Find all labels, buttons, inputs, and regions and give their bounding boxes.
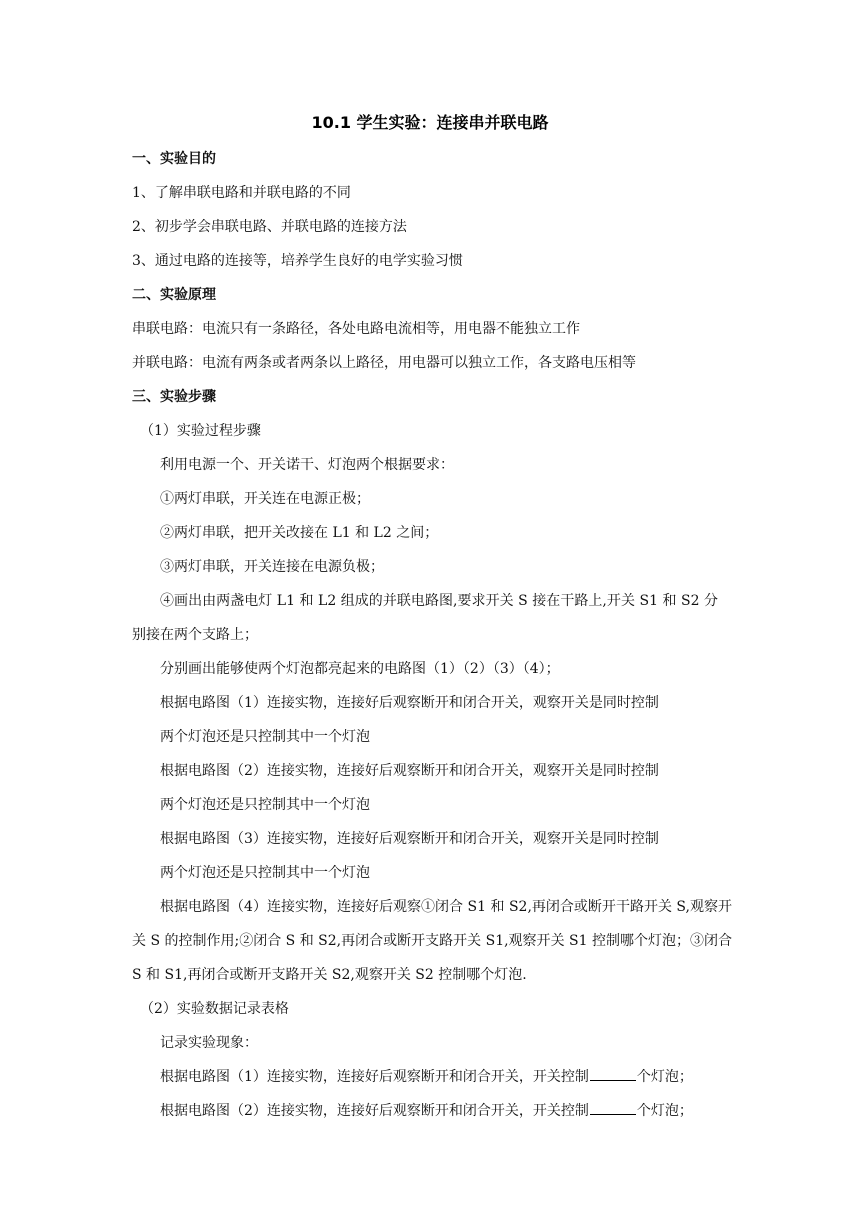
requirement-1: ①两灯串联，开关连在电源正极；	[160, 491, 370, 507]
connect-step-1-line-2: 两个灯泡还是只控制其中一个灯泡	[160, 729, 370, 745]
record-intro: 记录实验现象：	[160, 1035, 258, 1051]
connect-step-1-line-1: 根据电路图（1）连接实物，连接好后观察断开和闭合开关，观察开关是同时控制	[160, 695, 659, 711]
answer-blank[interactable]	[590, 1100, 636, 1115]
record-line-2-suffix: 个灯泡；	[636, 1103, 693, 1119]
goal-item-3: 3、通过电路的连接等，培养学生良好的电学实验习惯	[132, 253, 463, 269]
subsection-heading-procedure: （1）实验过程步骤	[140, 423, 261, 439]
connect-step-3-line-2: 两个灯泡还是只控制其中一个灯泡	[160, 865, 370, 881]
answer-blank[interactable]	[590, 1066, 636, 1081]
connect-step-3-line-1: 根据电路图（3）连接实物，连接好后观察断开和闭合开关，观察开关是同时控制	[160, 831, 659, 847]
section-heading-principle: 二、实验原理	[132, 287, 216, 303]
draw-instruction: 分别画出能够使两个灯泡都亮起来的电路图（1）（2）（3）（4）；	[160, 661, 560, 677]
record-line-2	[132, 1094, 732, 1128]
record-line-1-text: 根据电路图（1）连接实物，连接好后观察断开和闭合开关，开关控制	[160, 1069, 589, 1085]
document-body	[132, 142, 732, 1128]
section-heading-purpose: 一、实验目的	[132, 151, 216, 167]
subsection-heading-record-table: （2）实验数据记录表格	[140, 1001, 289, 1017]
requirement-2: ②两灯串联，把开关改接在 L1 和 L2 之间；	[160, 525, 439, 541]
connect-step-2-line-1: 根据电路图（2）连接实物，连接好后观察断开和闭合开关，观察开关是同时控制	[160, 763, 659, 779]
principle-parallel: 并联电路：电流有两条或者两条以上路径，用电器可以独立工作，各支路电压相等	[132, 355, 636, 371]
procedure-intro: 利用电源一个、开关诺干、灯泡两个根据要求：	[160, 457, 454, 473]
record-line-1	[132, 1060, 732, 1094]
requirement-3: ③两灯串联，开关连接在电源负极；	[160, 559, 384, 575]
page-title: 10.1 学生实验：连接串并联电路	[311, 113, 549, 132]
connect-step-4: 根据电路图（4）连接实物，连接好后观察①闭合 S1 和 S2,再闭合或断开干路开关 S,观察开关 S 的控制作用;②闭合 S 和 S2,再闭合或断开支路开关 S1,观察开关 S1 控制哪个灯泡；③闭合 S 和 S1,再闭合或断开支路开关 S2,观察开关 S2 控制哪个灯泡.	[132, 899, 732, 983]
goal-item-2: 2、初步学会串联电路、并联电路的连接方法	[132, 219, 407, 235]
record-line-2-text: 根据电路图（2）连接实物，连接好后观察断开和闭合开关，开关控制	[160, 1103, 589, 1119]
principle-series: 串联电路：电流只有一条路径，各处电路电流相等，用电器不能独立工作	[132, 321, 580, 337]
connect-step-2-line-2: 两个灯泡还是只控制其中一个灯泡	[160, 797, 370, 813]
goal-item-1: 1、了解串联电路和并联电路的不同	[132, 185, 351, 201]
section-heading-steps: 三、实验步骤	[132, 389, 216, 405]
record-line-1-suffix: 个灯泡；	[636, 1069, 693, 1085]
requirement-4: ④画出由两盏电灯 L1 和 L2 组成的并联电路图,要求开关 S 接在干路上,开关 S1 和 S2 分别接在两个支路上；	[132, 593, 718, 643]
